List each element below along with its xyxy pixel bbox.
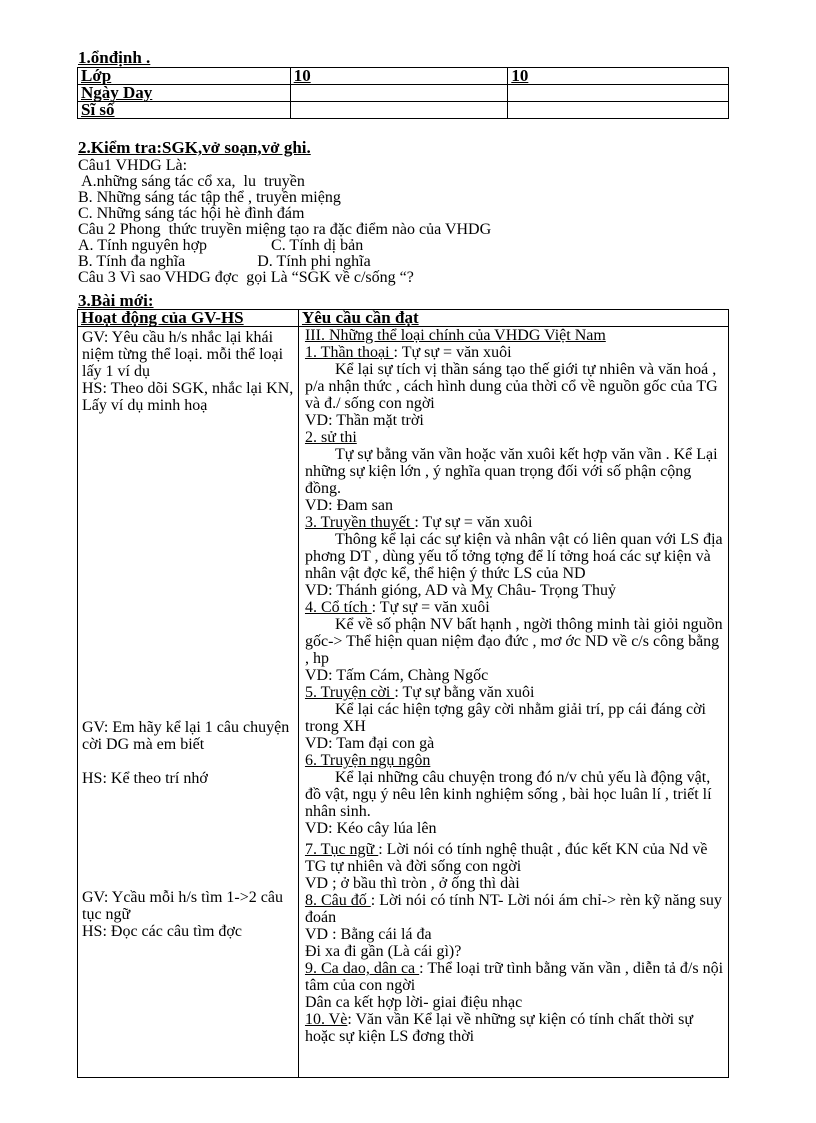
row-label: Lớp (78, 68, 291, 85)
activity-text: GV: Em hãy kể lại 1 câu chuyện cời DG mà em biết (82, 719, 290, 753)
quiz-line: A.những sáng tác cổ xa, lu truyền (78, 173, 305, 190)
quiz-line: B. Tính đa nghĩa D. Tính phi nghĩa (78, 253, 371, 270)
attendance-value (290, 102, 508, 119)
quiz-line: Câu 2 Phong thức truyền miệng tạo ra đặc điểm nào của VHDG (78, 221, 492, 238)
genre-body: Kể lại các hiện tợng gây cời nhằm giải trí, pp cái đáng cời trong XH (304, 701, 706, 735)
genre-heading: 3. Truyền thuyết : Tự sự = văn xuôi (304, 514, 533, 531)
class-value: 10 (508, 68, 729, 85)
genre-body: Kể lại những câu chuyện trong đó n/v chủ yếu là động vật, đồ vật, ngụ ý nêu lên kinh nghiệm sống , bài học luân lí , triết lí nhân sinh. (304, 769, 712, 820)
section3-heading: 3.Bài mới: (78, 291, 154, 310)
genre-heading: 4. Cổ tích : Tự sự = văn xuôi (304, 599, 490, 616)
section-title: III. Những thể loại chính của VHDG Việt Nam (304, 327, 606, 344)
date-value (508, 85, 729, 102)
table-row (78, 85, 729, 102)
date-value (290, 85, 508, 102)
genre-heading: 8. Câu đố : Lời nói có tính NT- Lời nói ám chỉ-> rèn kỹ năng suy đoán (304, 892, 722, 926)
quiz-questions (78, 158, 728, 286)
row-label: Sĩ số (78, 102, 291, 119)
class-value: 10 (290, 68, 508, 85)
table-row (78, 327, 729, 1078)
genre-example: VD ; ở bầu thì tròn , ở ống thì dài (304, 875, 520, 892)
genre-example: VD: Đam san (304, 497, 393, 514)
lesson-table (77, 309, 729, 1078)
activity-text: GV: Ycầu mỗi h/s tìm 1->2 câu tục ngữ (82, 889, 283, 923)
section2-heading: 2.Kiểm tra:SGK,vở soạn,vở ghi. (78, 138, 311, 157)
genre-heading: 7. Tục ngữ : Lời nói có tính nghệ thuật , đúc kết KN của Nd về TG tự nhiên và đời sống con ngời (304, 841, 708, 875)
activity-text: GV: Yêu cầu h/s nhắc lại khái niệm từng thể loại. mỗi thể loại lấy 1 ví dụ (82, 329, 284, 380)
col-header-activities: Hoạt động của GV-HS (78, 310, 299, 327)
quiz-line: Câu 3 Vì sao VHDG đợc gọi Là “SGK về c/sống “? (78, 269, 414, 286)
genre-heading: 2. sử thi (304, 429, 357, 446)
genre-example-extra: Đi xa đi gần (Là cái gì)? (304, 943, 462, 960)
genre-example: VD: Tam đại con gà (304, 735, 435, 752)
quiz-line: Câu1 VHDG Là: (78, 157, 188, 174)
genre-body: Kể về số phận NV bất hạnh , ngời thông minh tài giỏi nguồn gốc-> Thể hiện quan niệm đạo đức , mơ ớc ND về c/s công bằng , hp (304, 616, 723, 667)
genre-example: VD: Thần mặt trời (304, 412, 424, 429)
genre-body: Thông kể lại các sự kiện và nhân vật có liên quan với LS địa phơng DT , dùng yếu tố tởng tợng để lí tởng hoá các sự kiện và nhân vật đợc kể, thể hiện ý thức LS của ND (304, 531, 723, 582)
genre-example: VD: Thánh gióng, AD và Mỵ Châu- Trọng Thuỷ (304, 582, 616, 599)
activities-column (78, 327, 299, 1078)
quiz-line: B. Những sáng tác tập thể , truyền miệng (78, 189, 341, 206)
table-row (78, 102, 729, 119)
activity-text: HS: Theo dõi SGK, nhắc lại KN, Lấy ví dụ minh hoạ (82, 380, 294, 414)
genre-heading: 5. Truyện cời : Tự sự bằng văn xuôi (304, 684, 535, 701)
genre-example: Dân ca kết hợp lời- giai điệu nhạc (304, 994, 523, 1011)
activity-text: HS: Kể theo trí nhớ (82, 770, 208, 787)
attendance-value (508, 102, 729, 119)
genre-example: VD: Kéo cây lúa lên (304, 820, 437, 837)
requirements-column (298, 327, 728, 1078)
col-header-requirements: Yêu cầu cần đạt (298, 310, 728, 327)
genre-heading: 10. Vè: Văn vần Kể lại về những sự kiện có tính chất thời sự hoặc sự kiện LS đơng thời (304, 1011, 694, 1045)
quiz-line: A. Tính nguyên hợp C. Tính dị bản (78, 237, 364, 254)
table-header-row (78, 310, 729, 327)
class-info-table (77, 67, 729, 119)
section1-heading: 1.ổnđịnh . (78, 48, 151, 67)
quiz-line: C. Những sáng tác hội hè đình đám (78, 205, 305, 222)
genre-example: VD : Bằng cái lá đa (304, 926, 432, 943)
genre-heading: 1. Thần thoại : Tự sự = văn xuôi (304, 344, 512, 361)
genre-example: VD: Tấm Cám, Chàng Ngốc (304, 667, 489, 684)
activity-text: HS: Đọc các câu tìm đợc (82, 923, 242, 940)
genre-body: Kể lại sự tích vị thần sáng tạo thế giới tự nhiên và văn hoá , p/a nhận thức , cách hình dung của thời cổ về nguồn gốc của TG và đ./ sống con ngời (304, 361, 718, 412)
table-row (78, 68, 729, 85)
genre-heading: 6. Truyện ngụ ngôn (304, 752, 431, 769)
genre-heading: 9. Ca dao, dân ca : Thể loại trữ tình bằng văn vần , diễn tả đ/s nội tâm của con ngời (304, 960, 724, 994)
genre-body: Tự sự bằng văn vần hoặc văn xuôi kết hợp văn vần . Kể Lại những sự kiện lớn , ý nghĩa quan trọng đối với số phận cộng đồng. (304, 446, 718, 497)
row-label: Ngày Day (78, 85, 291, 102)
